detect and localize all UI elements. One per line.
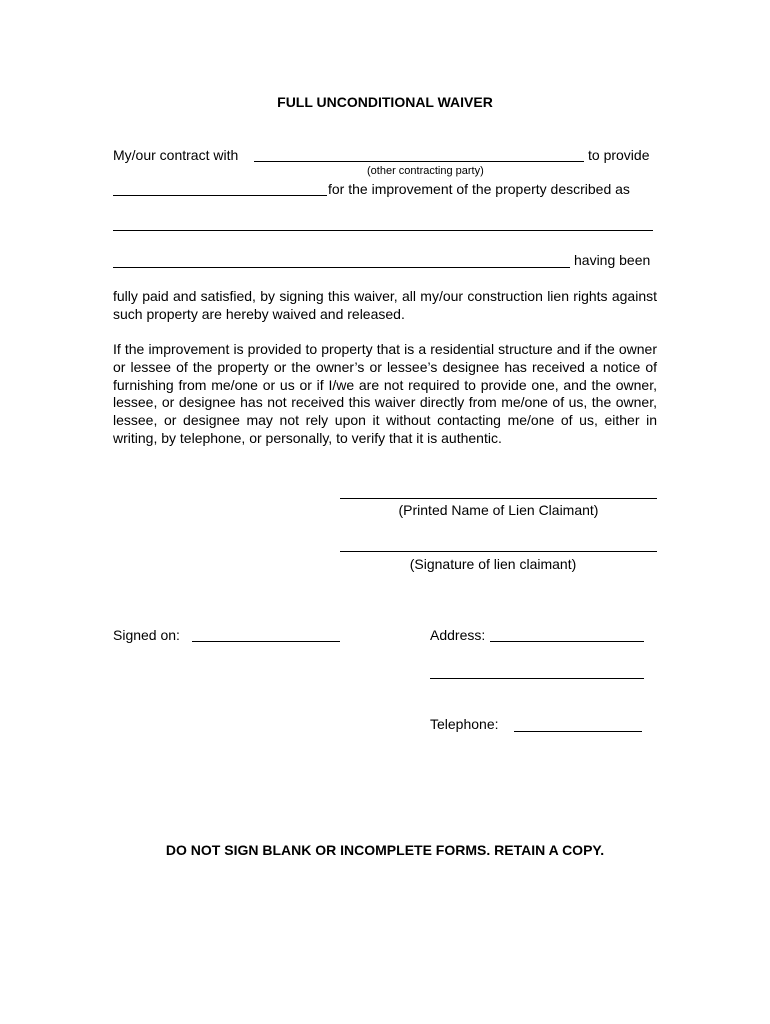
telephone-label: Telephone: <box>430 716 499 732</box>
document-title: FULL UNCONDITIONAL WAIVER <box>277 94 493 110</box>
address-blank-2[interactable] <box>430 678 644 679</box>
other-party-hint: (other contracting party) <box>367 165 484 177</box>
paragraph-residential: If the improvement is provided to property that is a residential structure and if the owner or lessee of the property or the owner’s or lessee’s designee has received a notice of furnishing from me/one or us or if I/we are not required to provide one, and the owner, lessee, or designee has not received this waiver directly from me/one of us, the owner, lessee, or designee may not rely upon it without contacting me/one of us, either in writing, by telephone, or personally, to verify that it is authentic. <box>113 341 657 446</box>
service-blank[interactable] <box>113 195 327 196</box>
signed-on-label: Signed on: <box>113 627 180 643</box>
contract-with-label: My/our contract with <box>113 147 239 163</box>
telephone-blank[interactable] <box>514 731 642 732</box>
having-been-label: having been <box>574 252 651 268</box>
signature-label: (Signature of lien claimant) <box>409 556 577 572</box>
address-label: Address: <box>430 627 486 643</box>
other-party-blank[interactable] <box>254 161 584 162</box>
footer-notice: DO NOT SIGN BLANK OR INCOMPLETE FORMS. RETAIN A COPY. <box>165 842 605 858</box>
paragraph-waiver: fully paid and satisfied, by signing this waiver, all my/our construction lien rights against such property are hereby waived and released. <box>113 288 657 322</box>
printed-name-label: (Printed Name of Lien Claimant) <box>398 502 599 518</box>
signed-on-blank[interactable] <box>192 641 340 642</box>
to-provide-label: to provide <box>588 147 650 163</box>
address-blank-1[interactable] <box>490 641 644 642</box>
property-description-blank-2[interactable] <box>113 267 570 268</box>
printed-name-blank[interactable] <box>340 498 657 499</box>
property-description-blank-1[interactable] <box>113 230 653 231</box>
signature-blank[interactable] <box>340 551 657 552</box>
improvement-label: for the improvement of the property described as <box>328 181 630 197</box>
